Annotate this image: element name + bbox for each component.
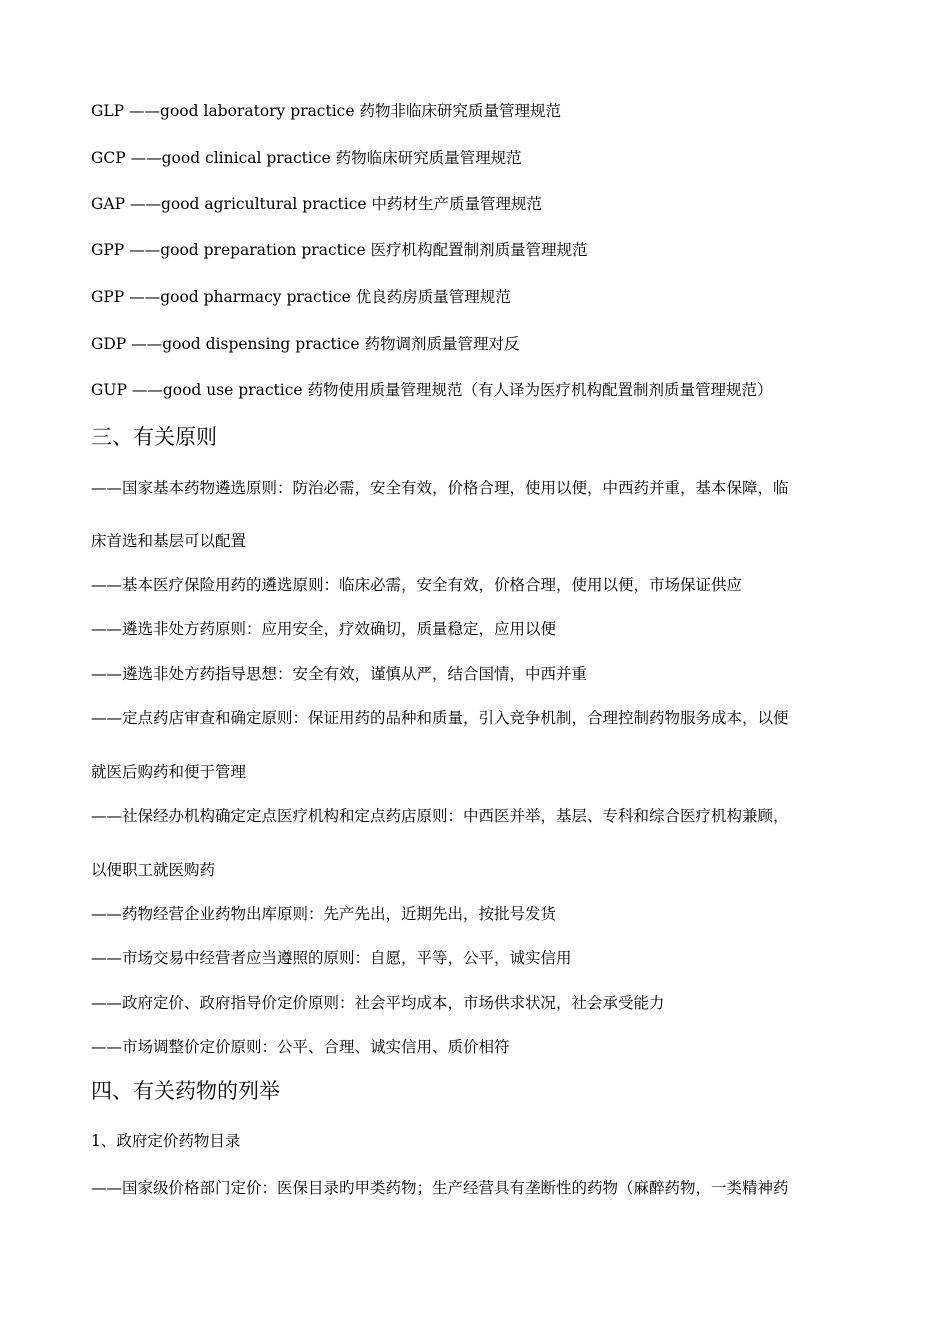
practice-chinese: 优良药房质量管理规范	[350, 288, 511, 306]
practice-abbr: GPP	[91, 288, 125, 306]
practice-abbr: GCP	[91, 149, 126, 167]
section3-line: ——市场交易中经营者应当遵照的原则：自愿，平等，公平，诚实信用	[91, 949, 572, 967]
practice-line-glp	[91, 101, 561, 121]
section3-line: 就医后购药和便于管理	[91, 763, 247, 781]
practice-abbr: GDP	[91, 335, 127, 353]
section3-line: ——药物经营企业药物出库原则：先产先出，近期先出，按批号发货	[91, 905, 557, 923]
practice-english: ——good clinical practice	[130, 149, 336, 167]
section3-line: ——基本医疗保险用药的遴选原则：临床必需，安全有效，价格合理，使用以便，市场保证供应	[91, 576, 743, 594]
practice-line-gap	[91, 194, 542, 214]
practice-chinese: 医疗机构配置制剂质量管理规范	[365, 241, 588, 259]
practice-abbr: GAP	[91, 195, 126, 213]
section3-line: 床首选和基层可以配置	[91, 532, 247, 550]
section3-line: ——政府定价、政府指导价定价原则：社会平均成本，市场供求状况，社会承受能力	[91, 994, 665, 1012]
practice-chinese: 药物调剂质量管理对反	[359, 335, 520, 353]
section4-line: ——国家级价格部门定价：医保目录旳甲类药物；生产经营具有垄断性的药物（麻醉药物，一类精神药	[91, 1179, 789, 1197]
practice-english: ——good agricultural practice	[129, 195, 367, 213]
section3-line: ——市场调整价定价原则：公平、合理、诚实信用、质价相符	[91, 1038, 510, 1056]
practice-line-gup	[91, 380, 773, 400]
section3-line: ——定点药店审查和确定原则：保证用药的品种和质量，引入竞争机制，合理控制药物服务成本，以便	[91, 709, 789, 727]
practice-abbr: GLP	[91, 102, 125, 120]
practice-english: ——good preparation practice	[129, 241, 366, 259]
section3-line: ——遴选非处方药指导思想：安全有效，谨慎从严，结合国情，中西并重	[91, 665, 588, 683]
practice-english: ——good laboratory practice	[129, 102, 360, 120]
practice-english: ——good use practice	[131, 381, 303, 399]
practice-abbr: GUP	[91, 381, 127, 399]
practice-chinese: 中药材生产质量管理规范	[366, 195, 543, 213]
practice-line-gpp-preparation	[91, 240, 588, 260]
practice-line-gcp	[91, 148, 522, 168]
practice-chinese: 药物使用质量管理规范（有人译为医疗机构配置制剂质量管理规范）	[302, 381, 773, 399]
practice-abbr: GPP	[91, 241, 125, 259]
section3-line: ——社保经办机构确定定点医疗机构和定点药店原则：中西医并举，基层、专科和综合医疗机构兼顾，	[91, 807, 789, 825]
practice-chinese: 药物临床研究质量管理规范	[335, 149, 522, 167]
section3-line: ——遴选非处方药原则：应用安全，疗效确切，质量稳定，应用以便	[91, 620, 557, 638]
section3-heading: 三、有关原则	[91, 425, 217, 449]
section4-heading: 四、有关药物的列举	[91, 1079, 280, 1103]
practice-english: ——good pharmacy practice	[129, 288, 351, 306]
section3-line: 以便职工就医购药	[91, 861, 216, 879]
practice-line-gpp-pharmacy	[91, 287, 511, 307]
practice-chinese: 药物非临床研究质量管理规范	[359, 102, 561, 120]
practice-line-gdp	[91, 334, 520, 354]
section4-subheading: 1、政府定价药物目录	[91, 1132, 241, 1150]
section3-line: ——国家基本药物遴选原则：防治必需，安全有效，价格合理，使用以便，中西药并重，基本保障，临	[91, 479, 789, 497]
practice-english: ——good dispensing practice	[131, 335, 360, 353]
